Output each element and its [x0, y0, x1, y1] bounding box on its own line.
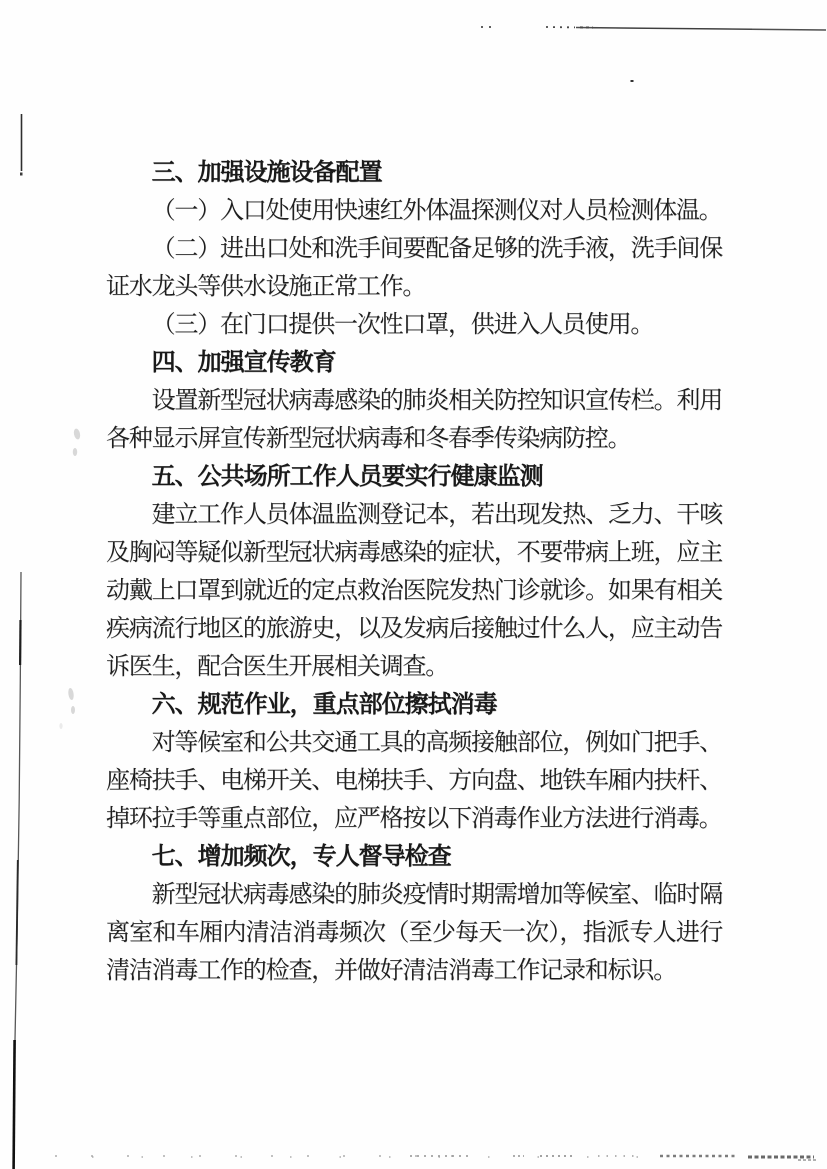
- section-heading: 五、公共场所工作人员要实行健康监测: [151, 463, 543, 490]
- section-6-disinfection: [106, 686, 722, 838]
- section-heading: 三、加强设施设备配置: [151, 159, 382, 186]
- section-heading: 六、规范作业，重点部位擦拭消毒: [151, 691, 497, 718]
- section-4-publicity: [106, 344, 722, 458]
- scan-smudges-left-margin: [59, 428, 81, 729]
- scan-line-top-right: [481, 27, 826, 30]
- document-body: [106, 154, 722, 990]
- paragraph: （三）在门口提供一次性口罩，供进入人员使用。: [151, 312, 654, 338]
- paragraph: （一）入口处使用快速红外体温探测仪对人员检测体温。: [151, 198, 722, 224]
- paragraph: 对等候室和公共交通工具的高频接触部位，例如门把手、座椅扶手、电梯开关、电梯扶手、方向盘、地铁车厢内扶杆、掉环拉手等重点部位，应严格按以下消毒作业方法进行消毒。: [106, 730, 722, 832]
- scan-page-edge-line: [14, 572, 21, 1169]
- paragraph: 设置新型冠状病毒感染的肺炎相关防控知识宣传栏。利用各种显示屏宣传新型冠状病毒和冬春季传染病防控。: [106, 388, 722, 452]
- paragraph: 新型冠状病毒感染的肺炎疫情时期需增加等候室、临时隔离室和车厢内清洁消毒频次（至少每天一次），指派专人进行清洁消毒工作的检查，并做好清洁消毒工作记录和标识。: [106, 882, 722, 984]
- scan-speck: [631, 80, 634, 82]
- section-7-frequency: [106, 838, 722, 990]
- section-heading: 四、加强宣传教育: [151, 349, 336, 376]
- section-5-health-monitoring: [106, 458, 722, 686]
- scan-scratch-upper-left: [20, 114, 23, 176]
- scan-bottom-speckle-band: [55, 1156, 816, 1160]
- section-heading: 七、增加频次，专人督导检查: [151, 843, 451, 870]
- paragraph: （二）进出口处和洗手间要配备足够的洗手液，洗手间保证水龙头等供水设施正常工作。: [106, 236, 722, 300]
- section-3-facilities: [106, 154, 722, 344]
- paragraph: 建立工作人员体温监测登记本，若出现发热、乏力、干咳及胸闷等疑似新型冠状病毒感染的症状，不要带病上班，应主动戴上口罩到就近的定点救治医院发热门诊就诊。如果有相关疾病流行地区的旅游史，以及发病后接触过什么人，应主动告诉医生，配合医生开展相关调查。: [106, 502, 722, 680]
